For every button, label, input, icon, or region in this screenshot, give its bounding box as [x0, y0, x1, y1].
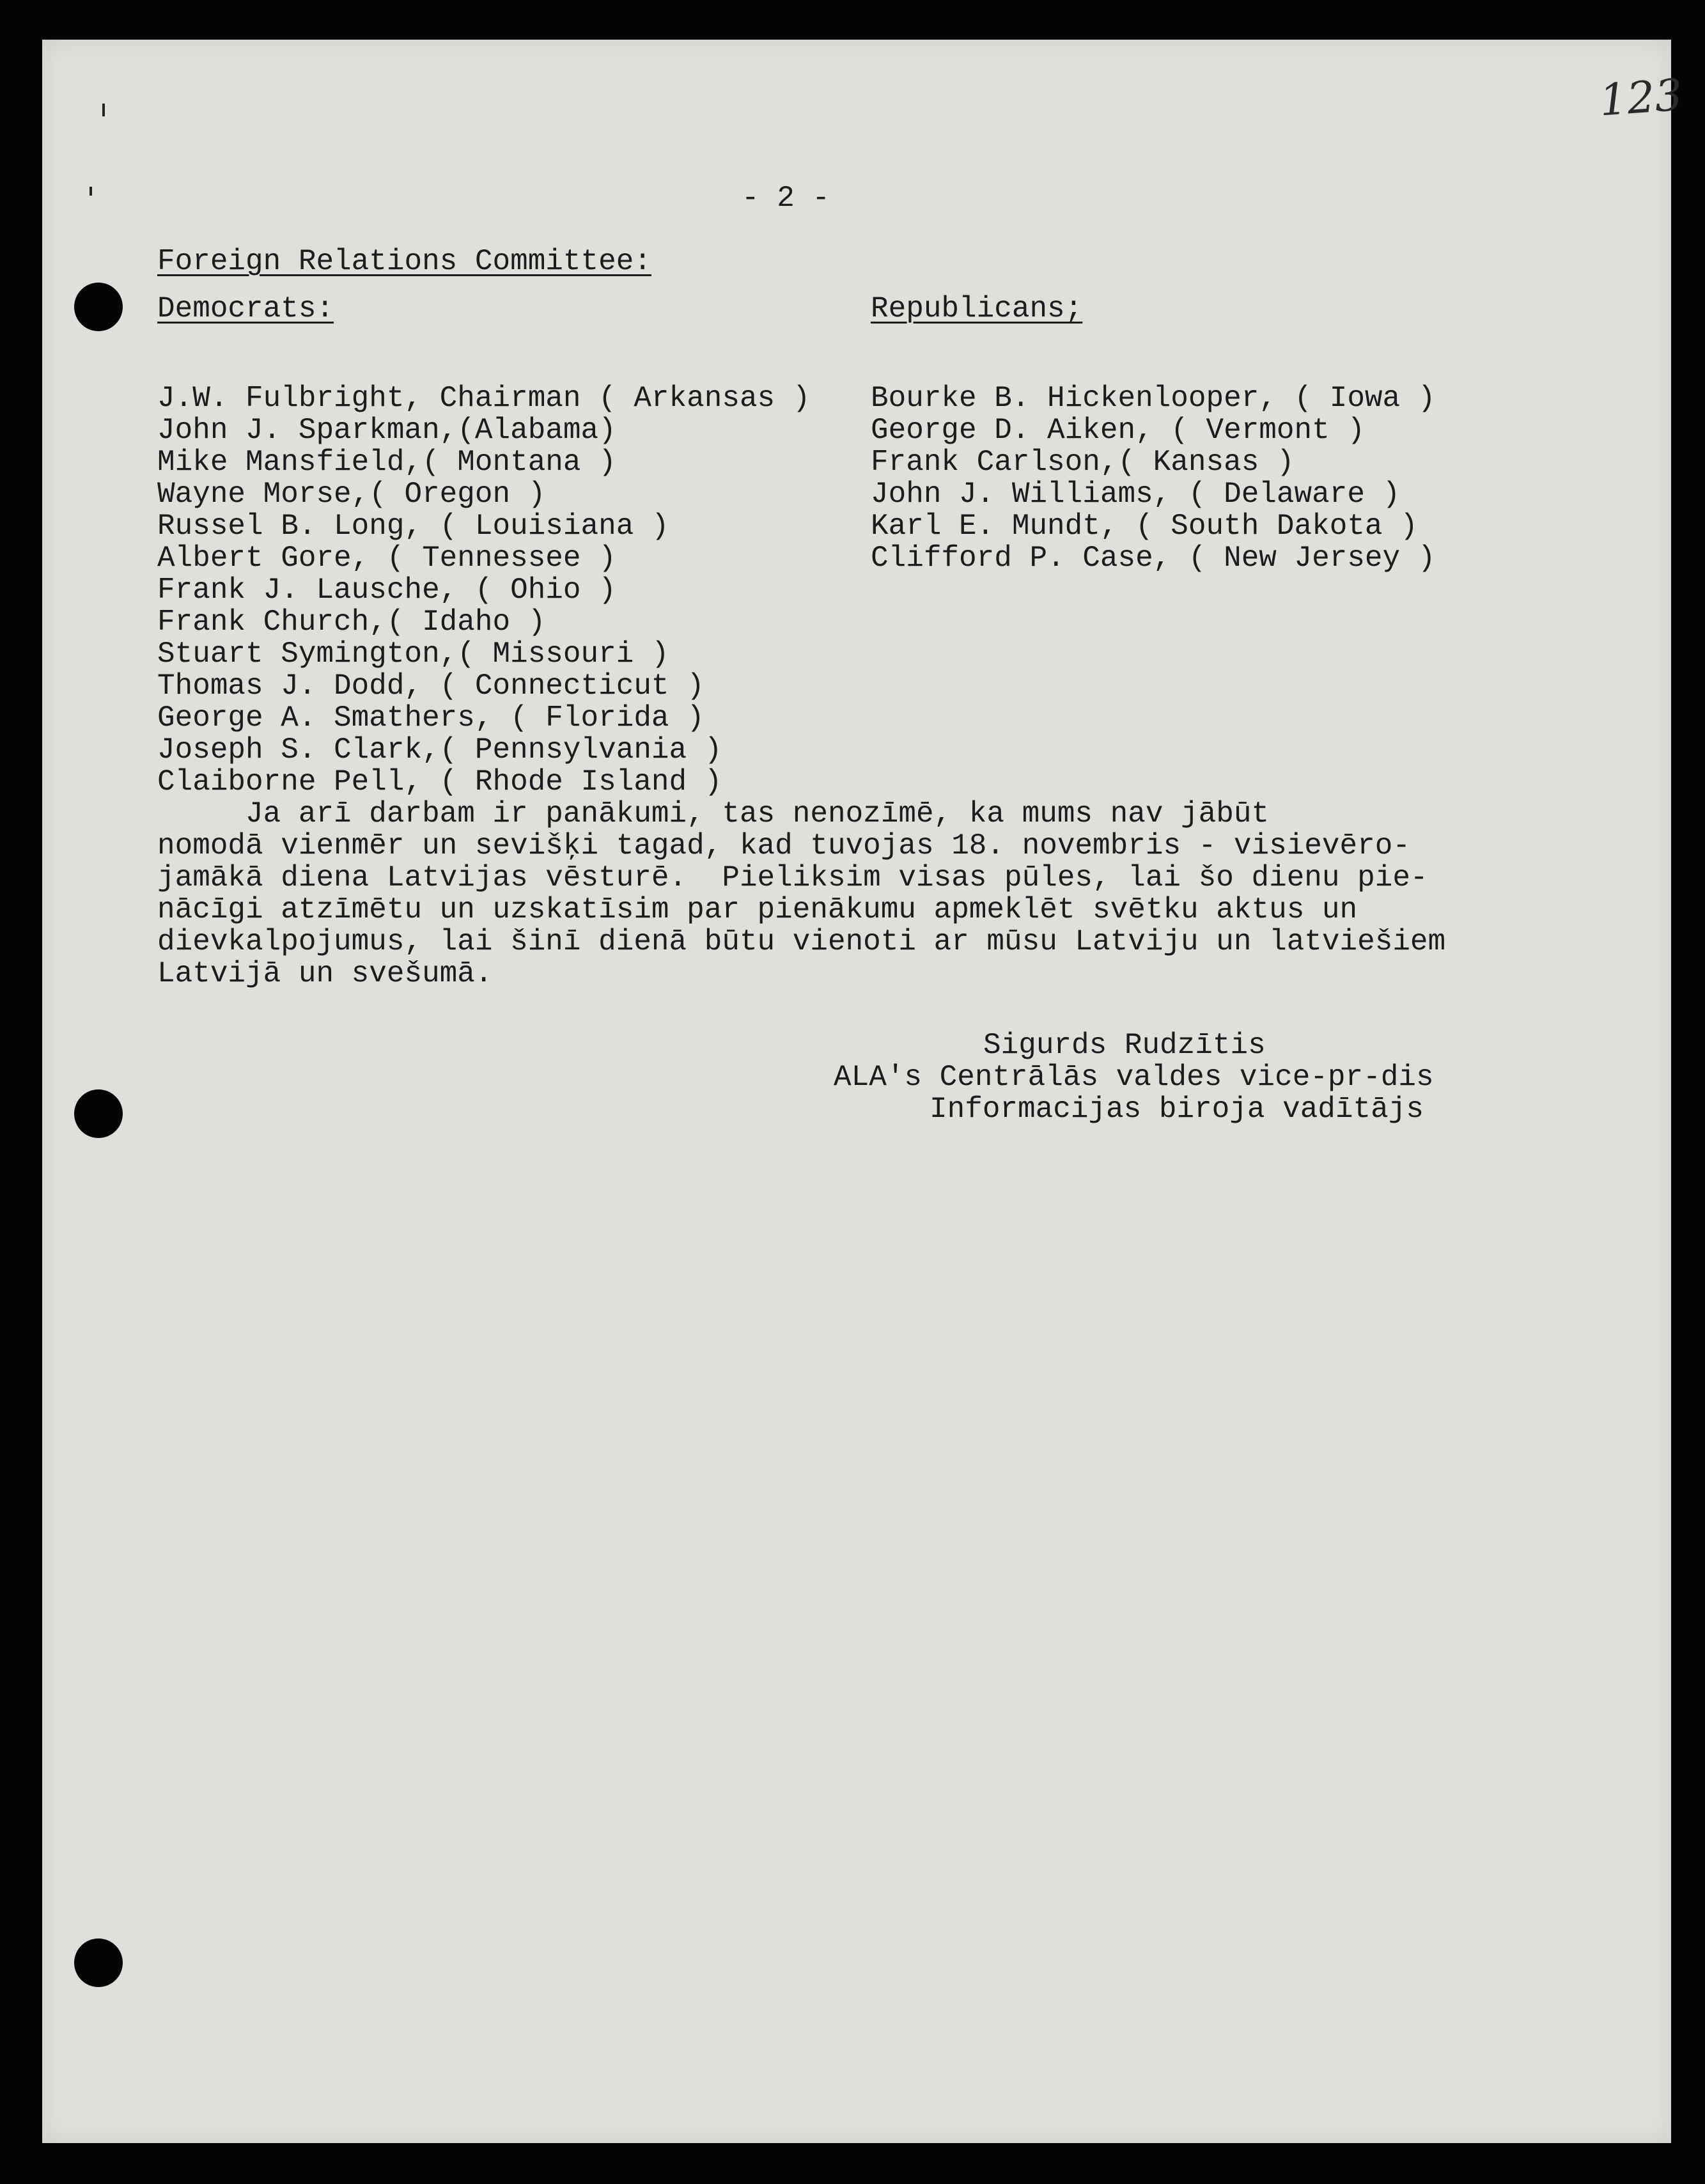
democrat-member: Mike Mansfield,( Montana )	[157, 446, 616, 479]
democrat-member: Stuart Symington,( Missouri )	[157, 637, 669, 671]
paragraph-line: Ja arī darbam ir panākumi, tas nenozīmē, ka mums nav jābūt	[157, 797, 1270, 831]
democrat-member: J.W. Fulbright, Chairman ( Arkansas )	[157, 382, 811, 415]
republican-member: Clifford P. Case, ( New Jersey )	[871, 542, 1436, 575]
paragraph-line: nomodā vienmēr un sevišķi tagad, kad tuvojas 18. novembris - visievēro-	[157, 829, 1410, 862]
democrat-member: Russel B. Long, ( Louisiana )	[157, 510, 669, 543]
democrat-member: George A. Smathers, ( Florida )	[157, 701, 705, 735]
handwritten-folio-number: 123	[1598, 70, 1685, 127]
democrat-member: Albert Gore, ( Tennessee )	[157, 542, 616, 575]
paragraph-line: jamākā diena Latvijas vēsturē. Pieliksim visas pūles, lai šo dienu pie-	[157, 861, 1428, 894]
page-number: - 2 -	[742, 182, 830, 215]
democrat-member: Claiborne Pell, ( Rhode Island )	[157, 765, 722, 799]
signature-office: Informacijas biroja vadītājs	[930, 1093, 1424, 1126]
punch-hole-bottom	[74, 1938, 123, 1987]
punch-hole-middle	[74, 1089, 123, 1138]
democrat-member: Joseph S. Clark,( Pennsylvania )	[157, 733, 722, 767]
document-page	[42, 40, 1685, 2143]
paragraph-line: dievkalpojumus, lai šinī dienā būtu vienoti ar mūsu Latviju un latviešiem	[157, 925, 1446, 958]
democrat-member: Frank Church,( Idaho )	[157, 605, 546, 639]
document-sheet	[42, 40, 1685, 2143]
republican-member: Karl E. Mundt, ( South Dakota )	[871, 510, 1418, 543]
democrat-member: Frank J. Lausche, ( Ohio )	[157, 573, 616, 607]
democrat-member: Thomas J. Dodd, ( Connecticut )	[157, 669, 705, 703]
republican-member: George D. Aiken, ( Vermont )	[871, 414, 1365, 447]
republican-member: Frank Carlson,( Kansas )	[871, 446, 1295, 479]
margin-mark	[90, 187, 92, 196]
paragraph-line: nācīgi atzīmētu un uzskatīsim par pienākumu apmeklēt svētku aktus un	[157, 893, 1358, 926]
democrat-member: John J. Sparkman,(Alabama)	[157, 414, 616, 447]
republicans-heading: Republicans;	[871, 292, 1083, 325]
republican-member: Bourke B. Hickenlooper, ( Iowa )	[871, 382, 1436, 415]
punch-hole-top	[74, 283, 123, 331]
democrats-heading: Democrats:	[157, 292, 334, 325]
signature-title: ALA's Centrālās valdes vice-pr-dis	[834, 1061, 1434, 1094]
margin-mark	[102, 104, 105, 116]
committee-heading: Foreign Relations Committee:	[157, 245, 651, 278]
signature-name: Sigurds Rudzītis	[983, 1029, 1266, 1062]
democrat-member: Wayne Morse,( Oregon )	[157, 478, 546, 511]
paragraph-line: Latvijā un svešumā.	[157, 957, 493, 990]
republican-member: John J. Williams, ( Delaware )	[871, 478, 1401, 511]
